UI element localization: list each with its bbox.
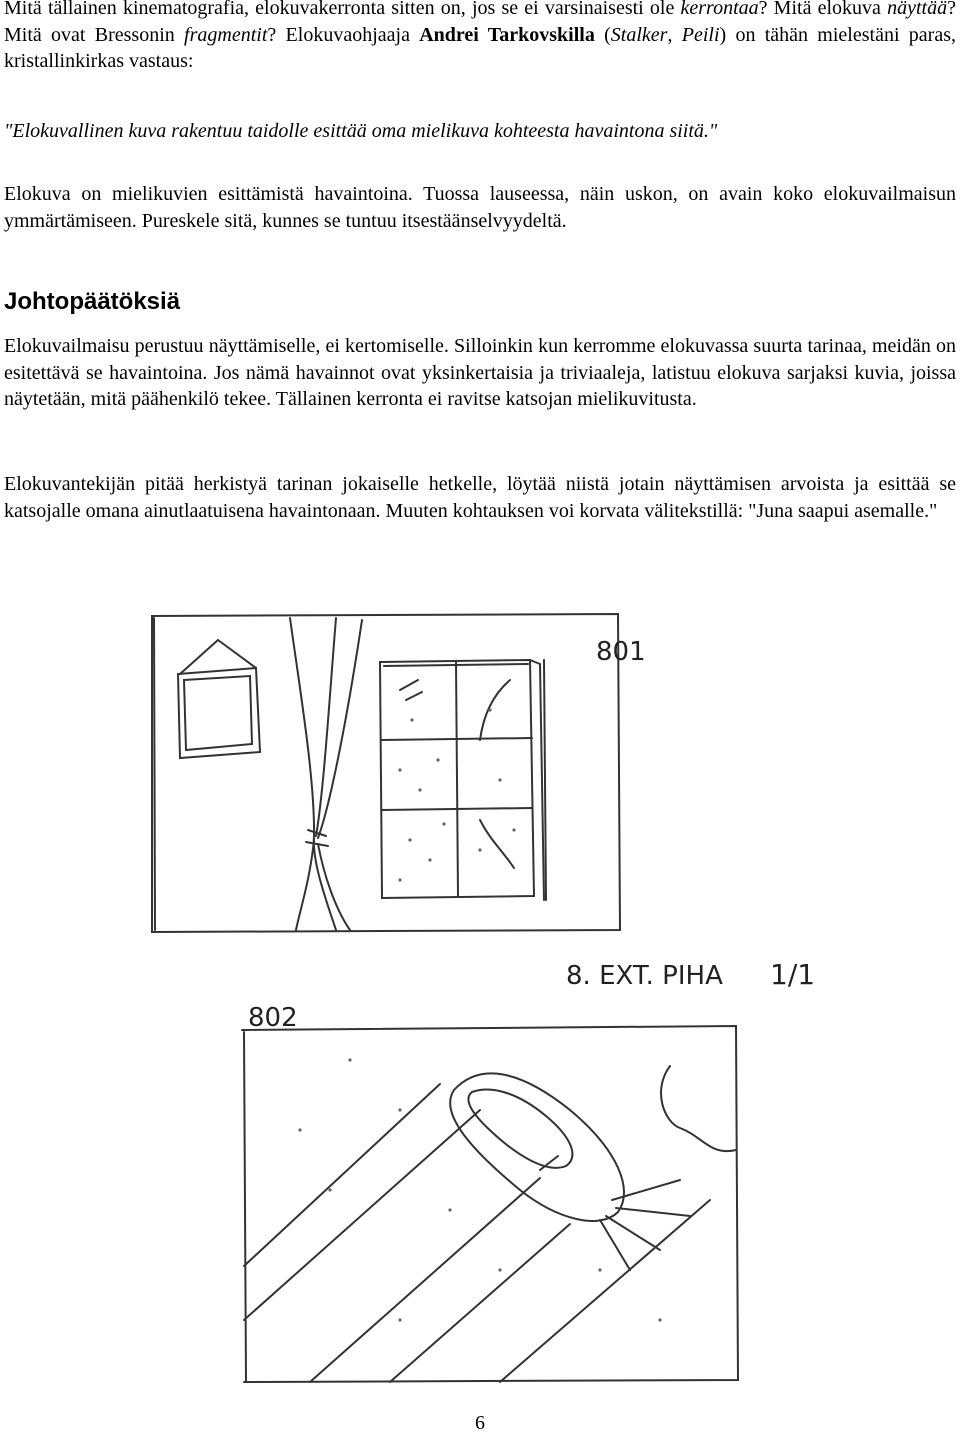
storyboard-sketch-801: [100, 600, 700, 940]
storyboard-sketch-802: [240, 950, 816, 1390]
sketch-801-label: 801: [596, 637, 646, 667]
intro-paragraph: Mitä tällainen kinematografia, elokuvakerronta sitten on, jos se ei varsinaisesti ole kerrontaa? Mitä elokuva näyttää? Mitä ovat Bressonin fragmentit? Elokuvaohjaaja Andrei Tarkovskilla (Stalker, Peili) on tähän mielestäni paras, kristallinkirkas vastaus:: [4, 0, 956, 72]
section-heading: Johtopäätöksiä: [4, 288, 181, 315]
tarkovsky-quote: "Elokuvallinen kuva rakentuu taidolle esittää oma mielikuva kohteesta havaintona siitä.": [4, 120, 718, 142]
sketch-802-label: 802: [248, 1003, 298, 1033]
paragraph-conclusions: Elokuvailmaisu perustuu näyttämiselle, ei kertomiselle. Silloinkin kun kerromme elokuvassa suurta tarinaa, meidän on esitettävä se havaintoina. Jos nämä havainnot ovat yksinkertaisia ja triviaaleja, latistuu elokuva sarjaksi kuvia, joissa näytetään, mitä päähenkilö tekee. Tällainen kerronta ei ravitse katsojan mielikuvitusta.: [4, 335, 956, 410]
sketch-802-scene-heading: 8. EXT. PIHA: [566, 961, 723, 991]
sketch-802-page-fraction: 1/1: [770, 958, 816, 991]
paragraph-key-idea: Elokuva on mielikuvien esittämistä havaintoina. Tuossa lauseessa, näin uskon, on avain koko elokuvailmaisun ymmärtämiseen. Pureskele sitä, kunnes se tuntuu itsestäänselvyydeltä.: [4, 183, 956, 232]
paragraph-filmmaker: Elokuvantekijän pitää herkistyä tarinan jokaiselle hetkelle, löytää niistä jotain näyttämisen arvoista ja esittää se katsojalle omana ainutlaatuisena havaintonaan. Muuten kohtauksen voi korvata välitekstillä: "Juna saapui asemalle.": [4, 473, 956, 522]
page-number: 6: [475, 1412, 485, 1434]
